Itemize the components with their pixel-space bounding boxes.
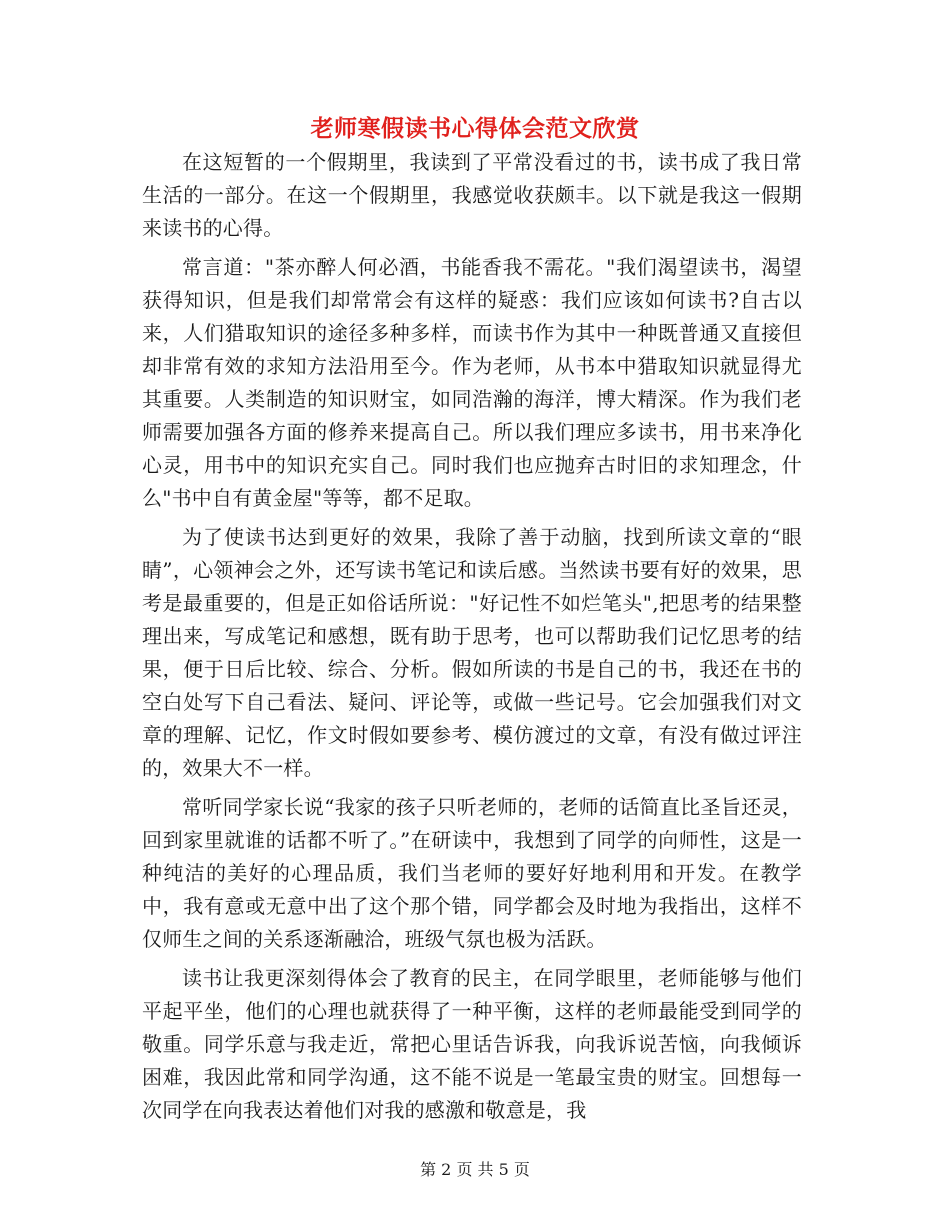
paragraph-1: 在这短暂的一个假期里，我读到了平常没看过的书，读书成了我日常生活的一部分。在这一个假期里，我感觉收获颇丰。以下就是我这一假期来读书的心得。 (142, 150, 802, 240)
paragraph-3: 为了使读书达到更好的效果，我除了善于动脑，找到所读文章的“眼睛”，心领神会之外，还写读书笔记和读后感。当然读书要有好的效果，思考是最重要的，但是正如俗话所说："好记性不如烂笔头",把思考的结果整理出来，写成笔记和感想，既有助于思考，也可以帮助我们记忆思考的结果，便于日后比较、综合、分析。假如所读的书是自己的书，我还在书的空白处写下自己看法、疑问、评论等，或做一些记号。它会加强我们对文章的理解、记忆，作文时假如要参考、模仿渡过的文章，有没有做过评注的，效果大不一样。 (142, 525, 802, 780)
document-title: 老师寒假读书心得体会范文欣赏 (310, 115, 640, 142)
paragraph-5: 读书让我更深刻得体会了教育的民主，在同学眼里，老师能够与他们平起平坐，他们的心理也就获得了一种平衡，这样的老师最能受到同学的敬重。同学乐意与我走近，常把心里话告诉我，向我诉说苦恼，向我倾诉困难，我因此常和同学沟通，这不能不说是一笔最宝贵的财宝。回想每一次同学在向我表达着他们对我的感激和敬意是，我 (142, 966, 802, 1122)
paragraph-2: 常言道："茶亦醉人何必酒，书能香我不需花。"我们渴望读书，渴望获得知识，但是我们却常常会有这样的疑惑：我们应该如何读书?自古以来，人们猎取知识的途径多种多样，而读书作为其中一种既普通又直接但却非常有效的求知方法沿用至今。作为老师，从书本中猎取知识就显得尤其重要。人类制造的知识财宝，如同浩瀚的海洋，博大精深。作为我们老师需要加强各方面的修养来提高自己。所以我们理应多读书，用书来净化心灵，用书中的知识充实自己。同时我们也应抛弃古时旧的求知理念，什么"书中自有黄金屋"等等，都不足取。 (142, 255, 802, 510)
document-body (142, 146, 802, 1133)
page-number-footer: 第 2 页 共 5 页 (420, 1160, 530, 1179)
paragraph-4: 常听同学家长说“我家的孩子只听老师的，老师的话简直比圣旨还灵，回到家里就谁的话都不听了。”在研读中，我想到了同学的向师性，这是一种纯洁的美好的心理品质，我们当老师的要好好地利用和开发。在教学中，我有意或无意中出了这个那个错，同学都会及时地为我指出，这样不仅师生之间的关系逐渐融洽，班级气氛也极为活跃。 (142, 795, 802, 951)
